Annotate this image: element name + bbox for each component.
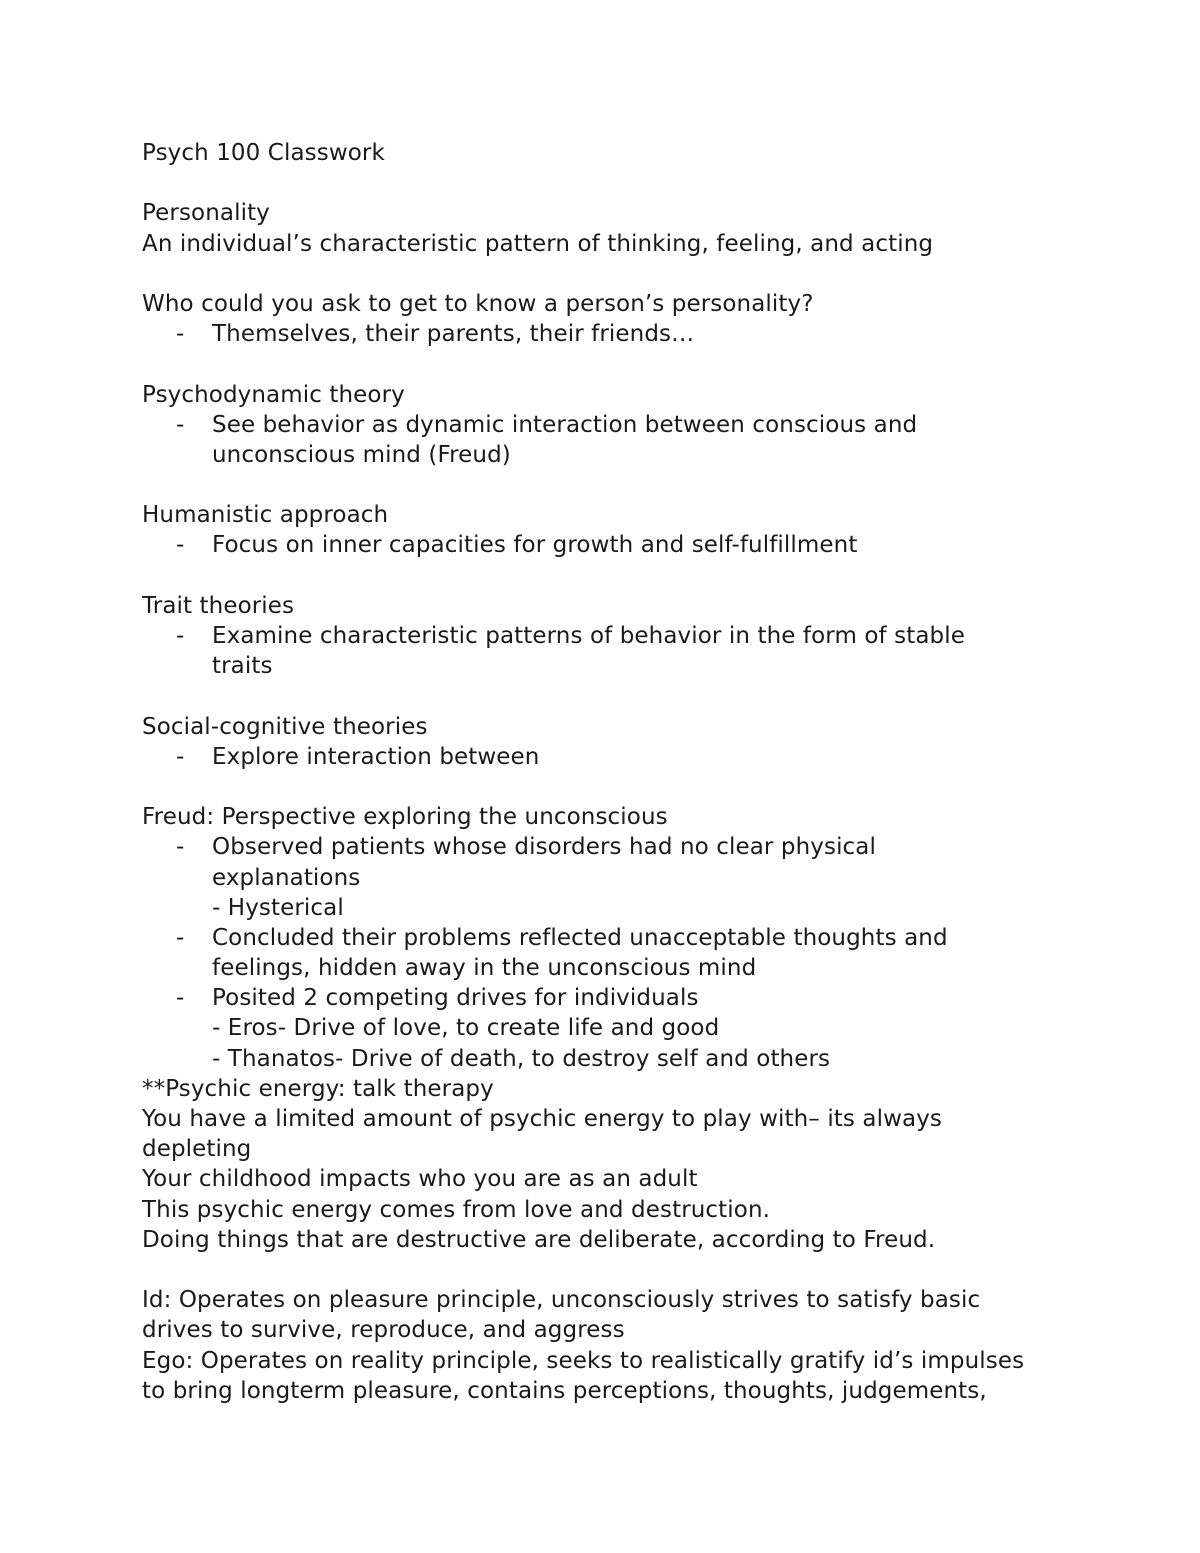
bullet-dash: -: [176, 985, 185, 1012]
list-item: [142, 832, 1082, 862]
id-line-2: drives to survive, reproduce, and aggress: [142, 1317, 625, 1344]
list-item: [142, 621, 1082, 651]
list-item: [142, 983, 1082, 1013]
spacer: [142, 470, 1082, 500]
spacer: [142, 561, 1082, 591]
bullet-dash: -: [176, 532, 185, 559]
humanistic-heading: Humanistic approach: [142, 502, 389, 529]
energy-line-3: depleting: [142, 1136, 252, 1163]
spacer: [142, 259, 1082, 289]
spacer: [142, 349, 1082, 379]
bullet-dash: -: [176, 834, 185, 861]
document-title: Psych 100 Classwork: [142, 140, 385, 166]
bullet-dash: -: [176, 411, 185, 438]
personality-heading: Personality: [142, 200, 270, 227]
spacer: [142, 1255, 1082, 1285]
psychodynamic-bullet-cont: unconscious mind (Freud): [212, 441, 511, 468]
freud-bullet-2-cont: feelings, hidden away in the unconscious mind: [212, 955, 757, 982]
bullet-dash: -: [176, 321, 185, 348]
id-line-1: Id: Operates on pleasure principle, unconsciously strives to satisfy basic: [142, 1287, 981, 1314]
psychodynamic-bullet: See behavior as dynamic interaction between conscious and: [212, 411, 918, 438]
freud-bullet-1-sub: - Hysterical: [212, 894, 344, 921]
freud-bullet-1: Observed patients whose disorders had no clear physical: [212, 834, 876, 861]
humanistic-bullet: Focus on inner capacities for growth and self-fulfillment: [212, 532, 858, 559]
trait-bullet-cont: traits: [212, 653, 273, 680]
energy-line-1: **Psychic energy: talk therapy: [142, 1075, 494, 1102]
freud-bullet-3: Posited 2 competing drives for individuals: [212, 985, 699, 1012]
freud-bullet-3-sub-thanatos: - Thanatos- Drive of death, to destroy self and others: [212, 1045, 831, 1072]
trait-heading: Trait theories: [142, 592, 295, 619]
list-item: [142, 530, 1082, 560]
freud-heading: Freud: Perspective exploring the unconscious: [142, 804, 668, 831]
spacer: [142, 168, 1082, 198]
personality-definition: An individual’s characteristic pattern of thinking, feeling, and acting: [142, 230, 934, 257]
freud-bullet-3-sub-eros: - Eros- Drive of love, to create life and good: [212, 1015, 720, 1042]
document-page: [142, 138, 1082, 1406]
spacer: [142, 772, 1082, 802]
ego-line-2: to bring longterm pleasure, contains perceptions, thoughts, judgements,: [142, 1377, 987, 1404]
psychodynamic-heading: Psychodynamic theory: [142, 381, 405, 408]
who-answer: Themselves, their parents, their friends…: [212, 321, 695, 348]
energy-line-6: Doing things that are destructive are deliberate, according to Freud.: [142, 1226, 936, 1253]
who-question: Who could you ask to get to know a person’s personality?: [142, 290, 814, 317]
list-item: [142, 923, 1082, 953]
freud-bullet-1-cont: explanations: [212, 864, 361, 891]
energy-line-5: This psychic energy comes from love and destruction.: [142, 1196, 771, 1223]
list-item: [142, 410, 1082, 440]
bullet-dash: -: [176, 623, 185, 649]
energy-line-2: You have a limited amount of psychic energy to play with– its always: [142, 1106, 943, 1132]
freud-bullet-2: Concluded their problems reflected unacceptable thoughts and: [212, 924, 948, 951]
spacer: [142, 681, 1082, 711]
social-heading: Social-cognitive theories: [142, 713, 428, 740]
social-bullet: Explore interaction between: [212, 743, 540, 770]
bullet-dash: -: [176, 924, 185, 951]
bullet-dash: -: [176, 743, 185, 770]
trait-bullet: Examine characteristic patterns of behavior in the form of stable: [212, 623, 965, 649]
list-item: [142, 319, 1082, 349]
energy-line-4: Your childhood impacts who you are as an adult: [142, 1166, 698, 1193]
ego-line-1: Ego: Operates on reality principle, seeks to realistically gratify id’s impulses: [142, 1347, 1025, 1374]
list-item: [142, 742, 1082, 772]
